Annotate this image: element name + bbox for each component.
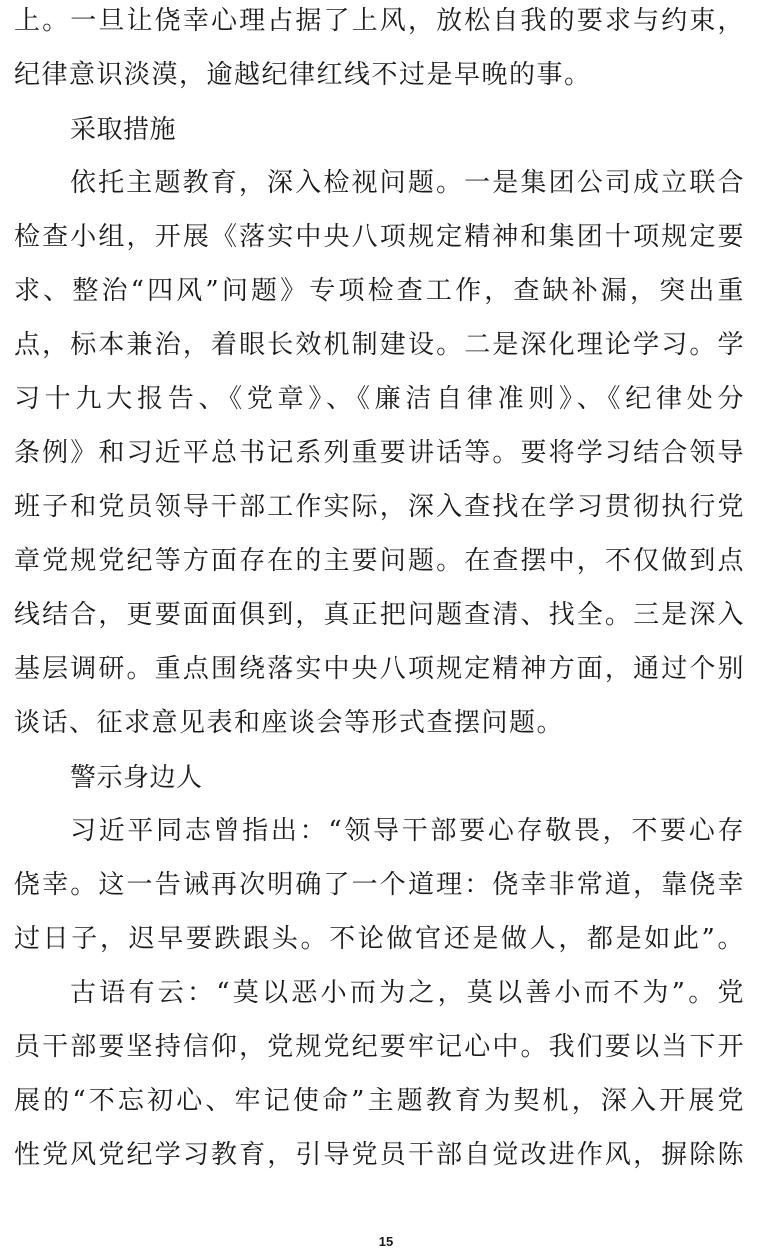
paragraph-4-line-3: 展的“不忘初心、牢记使命”主题教育为契机，深入开展党: [14, 1086, 744, 1116]
paragraph-3-line-1: 习近平同志曾指出：“领导干部要心存敬畏，不要心存: [70, 816, 744, 846]
paragraph-3-line-2: 侥幸。这一告诫再次明确了一个道理：侥幸非常道，靠侥幸: [14, 870, 744, 900]
paragraph-1-line-2: 纪律意识淡漠，逾越纪律红线不过是早晚的事。: [14, 60, 592, 90]
paragraph-2-line-4: 点，标本兼治，着眼长效机制建设。二是深化理论学习。学: [14, 330, 744, 360]
section-heading-warning: 警示身边人: [70, 763, 203, 793]
paragraph-2-line-8: 章党规党纪等方面存在的主要问题。在查摆中，不仅做到点: [14, 546, 744, 576]
paragraph-1-line-1: 上。一旦让侥幸心理占据了上风，放松自我的要求与约束，: [14, 6, 744, 36]
paragraph-4-line-4: 性党风党纪学习教育，引导党员干部自觉改进作风，摒除陈: [14, 1140, 744, 1170]
paragraph-2-line-11: 谈话、征求意见表和座谈会等形式查摆问题。: [14, 708, 565, 738]
paragraph-3-line-3: 过日子，迟早要跌跟头。不论做官还是做人，都是如此”。: [14, 924, 744, 954]
paragraph-2-line-1: 依托主题教育，深入检视问题。一是集团公司成立联合: [70, 168, 744, 198]
paragraph-4-line-1: 古语有云：“莫以恶小而为之，莫以善小而不为”。党: [70, 978, 744, 1008]
paragraph-2-line-10: 基层调研。重点围绕落实中央八项规定精神方面，通过个别: [14, 654, 744, 684]
paragraph-2-line-2: 检查小组，开展《落实中央八项规定精神和集团十项规定要: [14, 222, 744, 252]
paragraph-2-line-9: 线结合，更要面面俱到，真正把问题查清、找全。三是深入: [14, 600, 744, 630]
paragraph-2-line-5: 习十九大报告、《党章》、《廉洁自律准则》、《纪律处分: [14, 384, 744, 414]
section-heading-measures: 采取措施: [70, 115, 177, 145]
paragraph-2-line-6: 条例》和习近平总书记系列重要讲话等。要将学习结合领导: [14, 438, 744, 468]
page-number: 15: [378, 1234, 394, 1249]
paragraph-2-line-7: 班子和党员领导干部工作实际，深入查找在学习贯彻执行党: [14, 492, 744, 522]
paragraph-2-line-3: 求、整治“四风”问题》专项检查工作，查缺补漏，突出重: [14, 276, 744, 306]
paragraph-4-line-2: 员干部要坚持信仰，党规党纪要牢记心中。我们要以当下开: [14, 1032, 744, 1062]
